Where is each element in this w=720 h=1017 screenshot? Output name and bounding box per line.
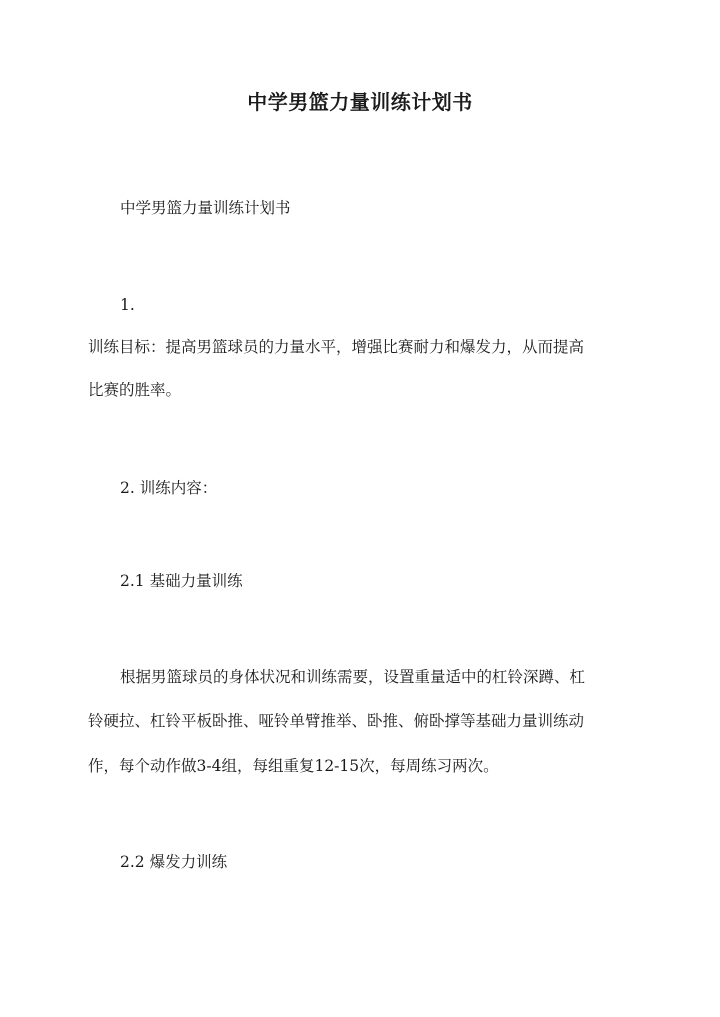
document-title: 中学男篮力量训练计划书 bbox=[247, 90, 473, 114]
section2-1-paragraph-line3: 作，每个动作做3-4组，每组重复12-15次，每周练习两次。 bbox=[88, 757, 499, 775]
section2-1-paragraph-line1: 根据男篮球员的身体状况和训练需要，设置重量适中的杠铃深蹲、杠 bbox=[120, 668, 586, 686]
section2-1-heading: 2.1 基础力量训练 bbox=[120, 572, 243, 590]
document-subtitle: 中学男篮力量训练计划书 bbox=[120, 199, 291, 217]
section2-heading: 2. 训练内容： bbox=[120, 479, 218, 497]
section2-1-paragraph-line2: 铃硬拉、杠铃平板卧推、哑铃单臂推举、卧推、俯卧撑等基础力量训练动 bbox=[88, 712, 585, 730]
item1-text-line2: 比赛的胜率。 bbox=[88, 381, 182, 399]
section2-2-heading: 2.2 爆发力训练 bbox=[120, 853, 228, 871]
item1-number: 1. bbox=[120, 296, 135, 314]
item1-text-line1: 训练目标：提高男篮球员的力量水平，增强比赛耐力和爆发力，从而提高 bbox=[88, 338, 585, 356]
